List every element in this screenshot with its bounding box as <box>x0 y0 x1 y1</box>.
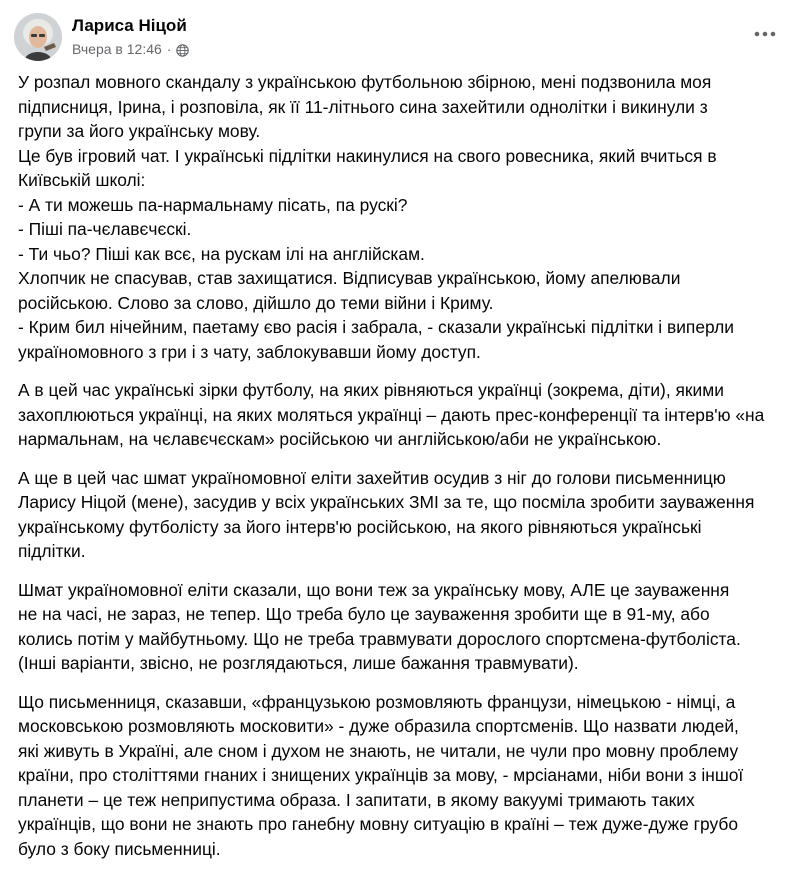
text-line: - А ти можешь па-нармальнаму пісать, па рускі? <box>18 194 408 215</box>
text-line: У розпал мовного скандалу з українською футбольною збірною, мені подзвонила моя <box>18 72 712 92</box>
text-line: нармальнам, на чєлавєчєскам» російською чи англійською/аби не українською. <box>18 429 662 449</box>
text-line: (Інші варіанти, звісно, не розглядаються, лише бажання травмувати). <box>18 653 579 673</box>
text-line: які живуть в Україні, але сном і духом не знають, не читали, не чули про мовну проблему <box>18 740 739 761</box>
text-line: українському футболісту за його інтерв'ю російською, на якого рівняються українські <box>18 516 702 537</box>
text-line: Київській школі: <box>18 170 146 190</box>
text-line: країни, про століттями гнаних і знищених українців за мову, - мрсіанами, ніби вони з іншої <box>18 765 744 785</box>
text-line: - Крим бил нічейним, паетаму єво расія і забрала, - сказали українські підлітки і виперли <box>18 317 734 337</box>
text-line: україномовного з гри і з чату, заблокувавши йому доступ. <box>18 341 481 362</box>
post-paragraph-4 <box>18 578 790 676</box>
text-line: Хлопчик не спасував, став захищатися. Відписував українською, йому апелювали <box>18 268 681 288</box>
text-line: А в цей час українські зірки футболу, на яких рівняються українці (зокрема, діти), якими <box>18 380 724 400</box>
more-options-button[interactable] <box>748 17 782 51</box>
text-line: українців, що вони не знають про ганебну мовну ситуацію в країні – теж дуже-дуже грубо <box>18 814 739 834</box>
meta-separator: · <box>166 41 172 57</box>
post-timestamp[interactable]: Вчера в 12:46 <box>72 41 162 57</box>
more-horizontal-icon <box>754 31 776 37</box>
post-paragraph-5 <box>18 690 790 862</box>
text-line: планети – це теж неприпустима образа. І запитати, в якому вакуумі тримають таких <box>18 789 695 810</box>
text-line: було з боку письменниці. <box>18 838 221 859</box>
text-line: підлітки. <box>18 541 86 561</box>
text-line: Ларису Ніцой (мене), засудив у всіх українських ЗМІ за те, що посміла зробити зауваження <box>18 492 755 512</box>
text-line: російською. Слово за слово, дійшло до теми війни і Криму. <box>18 292 494 313</box>
post-meta <box>72 40 189 58</box>
text-line: Шмат україномовної еліти сказали, що вони теж за українську мову, АЛЕ це зауваження <box>18 579 730 600</box>
post-paragraph-1 <box>18 70 790 364</box>
author-block <box>72 15 189 58</box>
post-header <box>14 9 786 65</box>
post-paragraph-3 <box>18 466 790 564</box>
text-line: А ще в цей час шмат україномовної еліти захейтив осудив з ніг до голови письменницю <box>18 467 726 488</box>
text-line: захоплюються українці, на яких моляться українці – дають прес-конференції та інтерв'ю «на <box>18 404 765 425</box>
text-line: Це був ігровий чат. І українські підлітки накинулися на свого ровесника, який вчиться в <box>18 145 717 166</box>
text-line: групи за його українську мову. <box>18 121 261 141</box>
avatar-photo-icon <box>14 13 62 61</box>
text-line: - Ти чьо? Піші как всє, на рускам ілі на англійскам. <box>18 243 425 264</box>
text-line: московською розмовляють московити» - дуже образила спортсменів. Що назвати людей, <box>18 716 739 736</box>
text-line: колись потім у майбутньому. Що не треба травмувати дорослого спортсмена-футболіста. <box>18 628 741 649</box>
author-name[interactable]: Лариса Ніцой <box>72 16 187 35</box>
text-line: підписниця, Ірина, і розповіла, як її 11-літнього сина захейтили однолітки і викинули з <box>18 96 708 117</box>
post-paragraph-2 <box>18 378 790 452</box>
text-line: - Піші па-чєлавєчєскі. <box>18 219 192 239</box>
post-body <box>18 70 790 875</box>
globe-icon[interactable] <box>176 43 189 56</box>
text-line: Що письменниця, сказавши, «французькою розмовляють французи, німецькою - німці, а <box>18 691 736 712</box>
text-line: не на часі, не зараз, не тепер. Що треба було це зауваження зробити ще в 91-му, або <box>18 604 710 624</box>
author-avatar[interactable] <box>14 13 62 61</box>
